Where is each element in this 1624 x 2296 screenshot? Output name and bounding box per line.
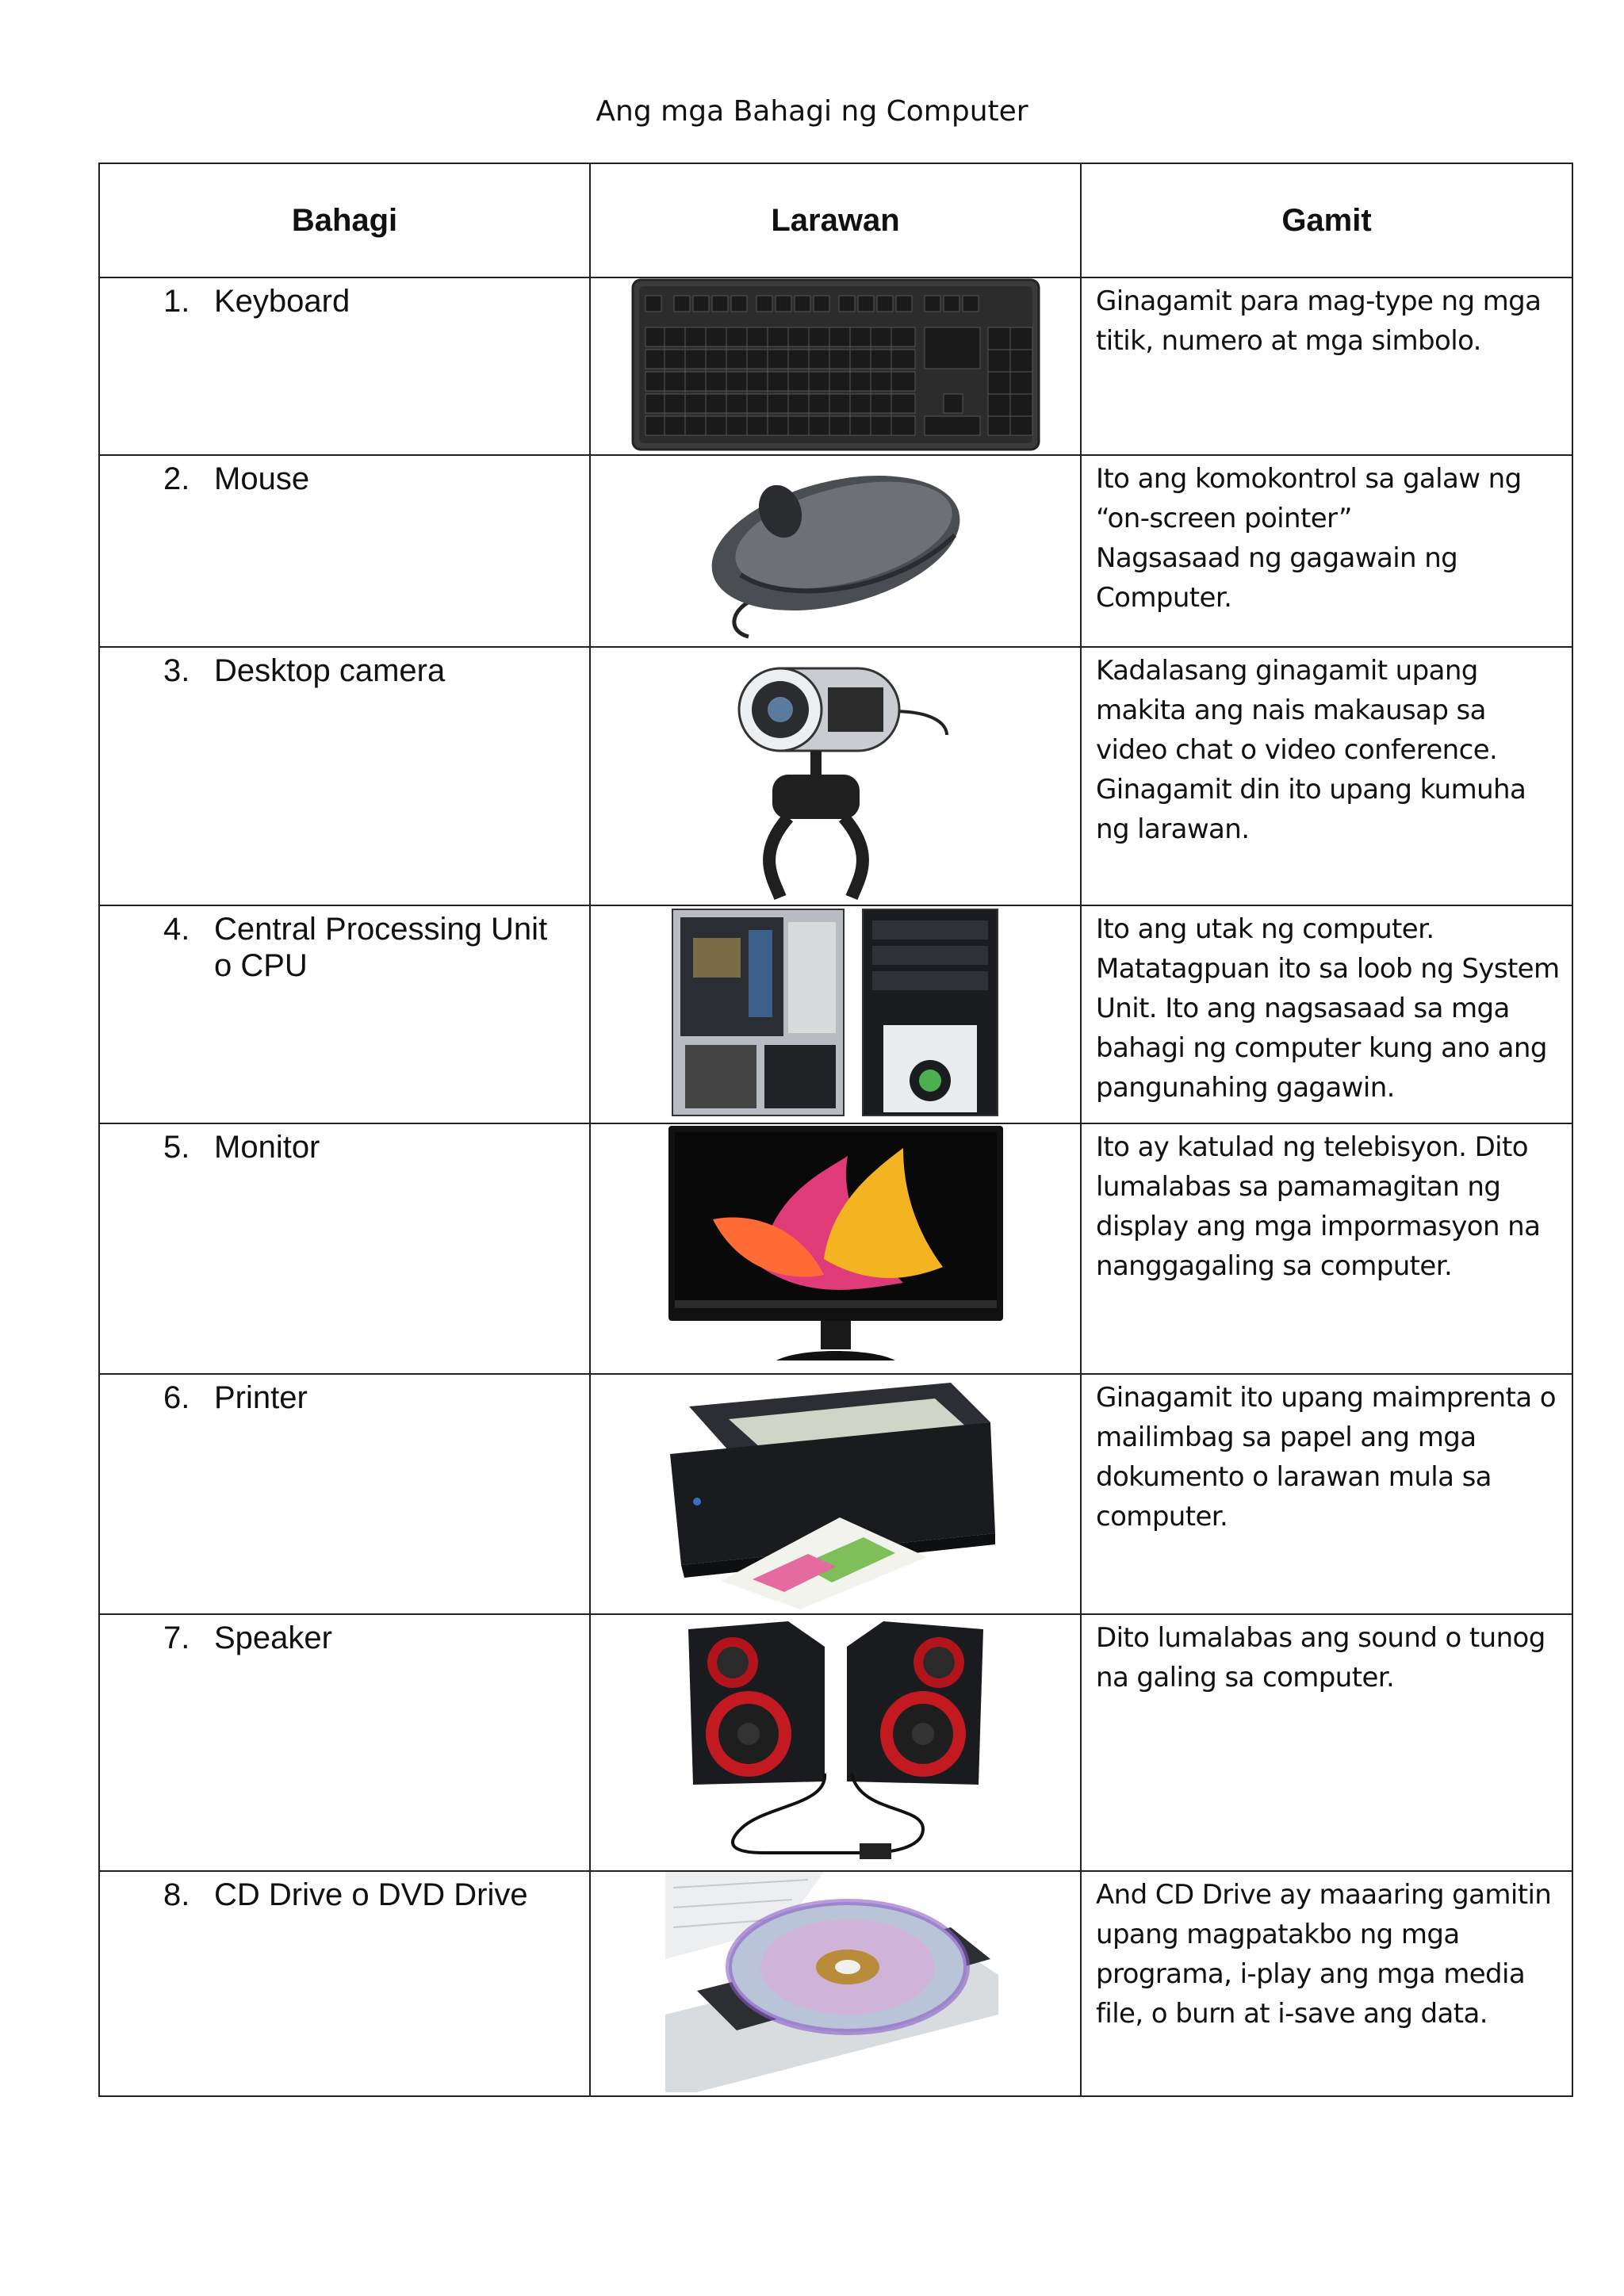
header-use: Gamit: [1081, 163, 1572, 277]
part-name: 3. Desktop camera: [163, 653, 446, 688]
header-part: Bahagi: [99, 163, 590, 277]
part-name: 8. CD Drive o DVD Drive: [163, 1877, 528, 1912]
part-use-text: And CD Drive ay maaaring gamitin upang magpatakbo ng mga programa, i-play ang mga media file, o burn at i-save ang data.: [1096, 1879, 1552, 2030]
table-row: [99, 277, 1572, 455]
table-row: [99, 455, 1572, 647]
part-name: 2. Mouse: [163, 461, 310, 496]
cd-drive-image: [665, 1872, 1006, 2092]
table-header-row: [99, 163, 1572, 277]
part-use-text: Kadalasang ginagamit upang makita ang nais makausap sa video chat o video conference. Ginagamit din ito upang kumuha ng larawan.: [1096, 655, 1526, 845]
part-name: 7. Speaker: [163, 1621, 332, 1655]
table-row: [99, 905, 1572, 1123]
part-use-text: Dito lumalabas ang sound o tunog na galing sa computer.: [1096, 1622, 1545, 1693]
part-name: 4. Central Processing Unit o CPU: [163, 912, 548, 983]
page-title: Ang mga Bahagi ng Computer: [596, 95, 1028, 128]
printer-image: [665, 1375, 1006, 1609]
part-use-text: Ito ang komokontrol sa galaw ng “on-screen pointer” Nagsasaad ng gagawain ng Computer.: [1096, 463, 1522, 614]
webcam-image: [709, 648, 963, 901]
part-name: 1. Keyboard: [163, 284, 350, 319]
part-name: 5. Monitor: [163, 1130, 320, 1165]
table-row: [99, 1374, 1572, 1614]
part-name: 6. Printer: [163, 1380, 308, 1415]
table-row: [99, 1871, 1572, 2096]
header-picture: Larawan: [590, 163, 1081, 277]
computer-parts-table: [98, 163, 1573, 2097]
monitor-image: [665, 1124, 1006, 1370]
part-use-text: Ginagamit para mag-type ng mga titik, numero at mga simbolo.: [1096, 285, 1542, 357]
table-row: [99, 647, 1572, 905]
speaker-image: [669, 1615, 1002, 1867]
part-use-text: Ito ay katulad ng telebisyon. Dito lumalabas sa pamamagitan ng display ang mga impormasyon na nanggagaling sa computer.: [1096, 1131, 1541, 1282]
cpu-image: [669, 906, 1002, 1119]
part-use-text: Ito ang utak ng computer. Matatagpuan ito sa loob ng System Unit. Ito ang nagsasaad sa mga bahagi ng computer kung ano ang pangunahing gagawin.: [1096, 913, 1560, 1104]
keyboard-image: [630, 278, 1042, 453]
mouse-image: [693, 456, 979, 640]
table-row: [99, 1614, 1572, 1871]
table-row: [99, 1123, 1572, 1374]
part-use-text: Ginagamit ito upang maimprenta o mailimbag sa papel ang mga dokumento o larawan mula sa computer.: [1096, 1382, 1556, 1533]
